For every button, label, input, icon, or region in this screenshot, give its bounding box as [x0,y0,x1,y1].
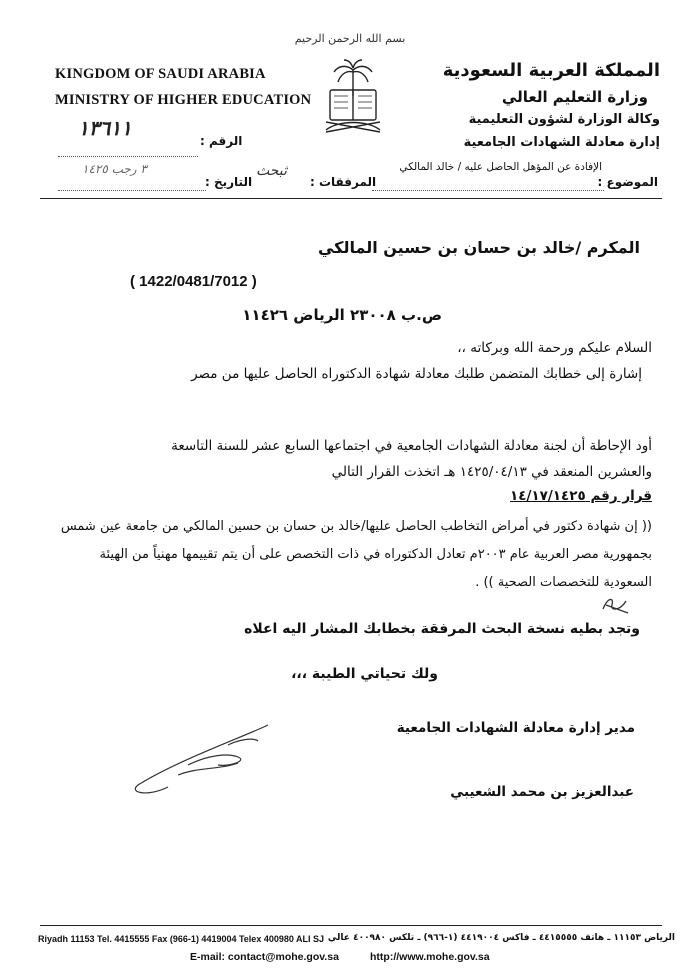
department-title-ar: إدارة معادلة الشهادات الجامعية [463,135,660,150]
closing-greeting: ولك تحياتي الطيبة ،،، [291,666,438,682]
file-reference: ( 1422/0481/7012 ) [130,273,257,290]
ministry-title-ar: وزارة التعليم العالي [501,88,648,106]
number-dotted-line [58,156,198,157]
quote-line-1: (( إن شهادة دكتور في أمراض التخاطب الحاصل عليها/خالد بن حسان بن حسين المالكي من جامعة عين شمس [60,519,652,534]
footer-address-en: Riyadh 11153 Tel. 4415555 Fax (966-1) 4419004 Telex 400980 ALI SJ [38,934,325,944]
date-dotted-line [58,190,206,191]
quote-line-2: بجمهورية مصر العربية عام ٢٠٠٣م تعادل الدكتوراه في ذات التخصص على أن يتم تقييمها مهنياً من الهيئة [99,547,652,562]
subject-label: الموضوع : [597,175,658,189]
greeting: السلام عليكم ورحمة الله وبركاته ،، [457,340,652,356]
footer-address-ar: الرياض ١١١٥٣ ـ هاتف ٤٤١٥٥٥٥ ـ فاكس ٤٤١٩٠٠٤ (١-٩٦٦) ـ تلكس ٤٠٠٩٨٠ عالي [327,933,675,943]
date-value: ٣ رجب ١٤٢٥ [82,162,147,176]
paragraph-1: إشارة إلى خطابك المتضمن طلبك معادلة شهادة الدكتوراه الحاصل عليها من مصر [191,366,642,382]
attachments-value: ثبحث [256,163,287,179]
signature [118,715,308,805]
decision-number: قرار رقم ١٤/١٧/١٤٢٥ [509,488,652,504]
footer-rule [40,925,662,926]
signatory-name: عبدالعزيز بن محمد الشعيبي [450,784,634,800]
signatory-title: مدير إدارة معادلة الشهادات الجامعية [396,720,635,736]
header-rule [40,198,662,199]
kingdom-title-en: KINGDOM OF SAUDI ARABIA [55,66,266,82]
po-box: ص.ب ٢٣٠٠٨ الرياض ١١٤٢٦ [242,306,442,324]
addressee: المكرم /خالد بن حسان بن حسين المالكي [317,238,640,257]
deputyship-title-ar: وكالة الوزارة لشؤون التعليمية [468,112,660,127]
quote-line-3: السعودية للتخصصات الصحية )) . [475,575,652,590]
paragraph-2-line-2: والعشرين المنعقد في ١٤٢٥/٠٤/١٣ هـ اتخذت القرار التالي [331,464,652,480]
bismillah: بسم الله الرحمن الرحيم [294,32,406,45]
footer-website[interactable]: http://www.mohe.gov.sa [370,951,490,963]
handwritten-mark [600,593,630,615]
number-label: الرقم : [200,134,243,148]
attached-copy-note: وتجد بطيه نسخة البحث المرفقة بخطابك المشار اليه اعلاه [244,621,640,637]
date-label: التاريخ : [205,175,253,189]
reference-number: ١٣٦١١ [78,116,132,140]
paragraph-2-line-1: أود الإحاطة أن لجنة معادلة الشهادات الجامعية في اجتماعها السابع عشر للسنة التاسعة [171,438,652,454]
subject-dotted-line [372,190,604,191]
attachments-label: المرفقات : [310,175,377,189]
ministry-emblem [318,56,388,136]
subject-value: الإفادة عن المؤهل الحاصل عليه / خالد المالكي [399,161,602,173]
ministry-title-en: MINISTRY OF HIGHER EDUCATION [55,92,312,108]
footer-email: E-mail: contact@mohe.gov.sa [190,951,339,963]
kingdom-title-ar: المملكة العربية السعودية [442,60,660,81]
